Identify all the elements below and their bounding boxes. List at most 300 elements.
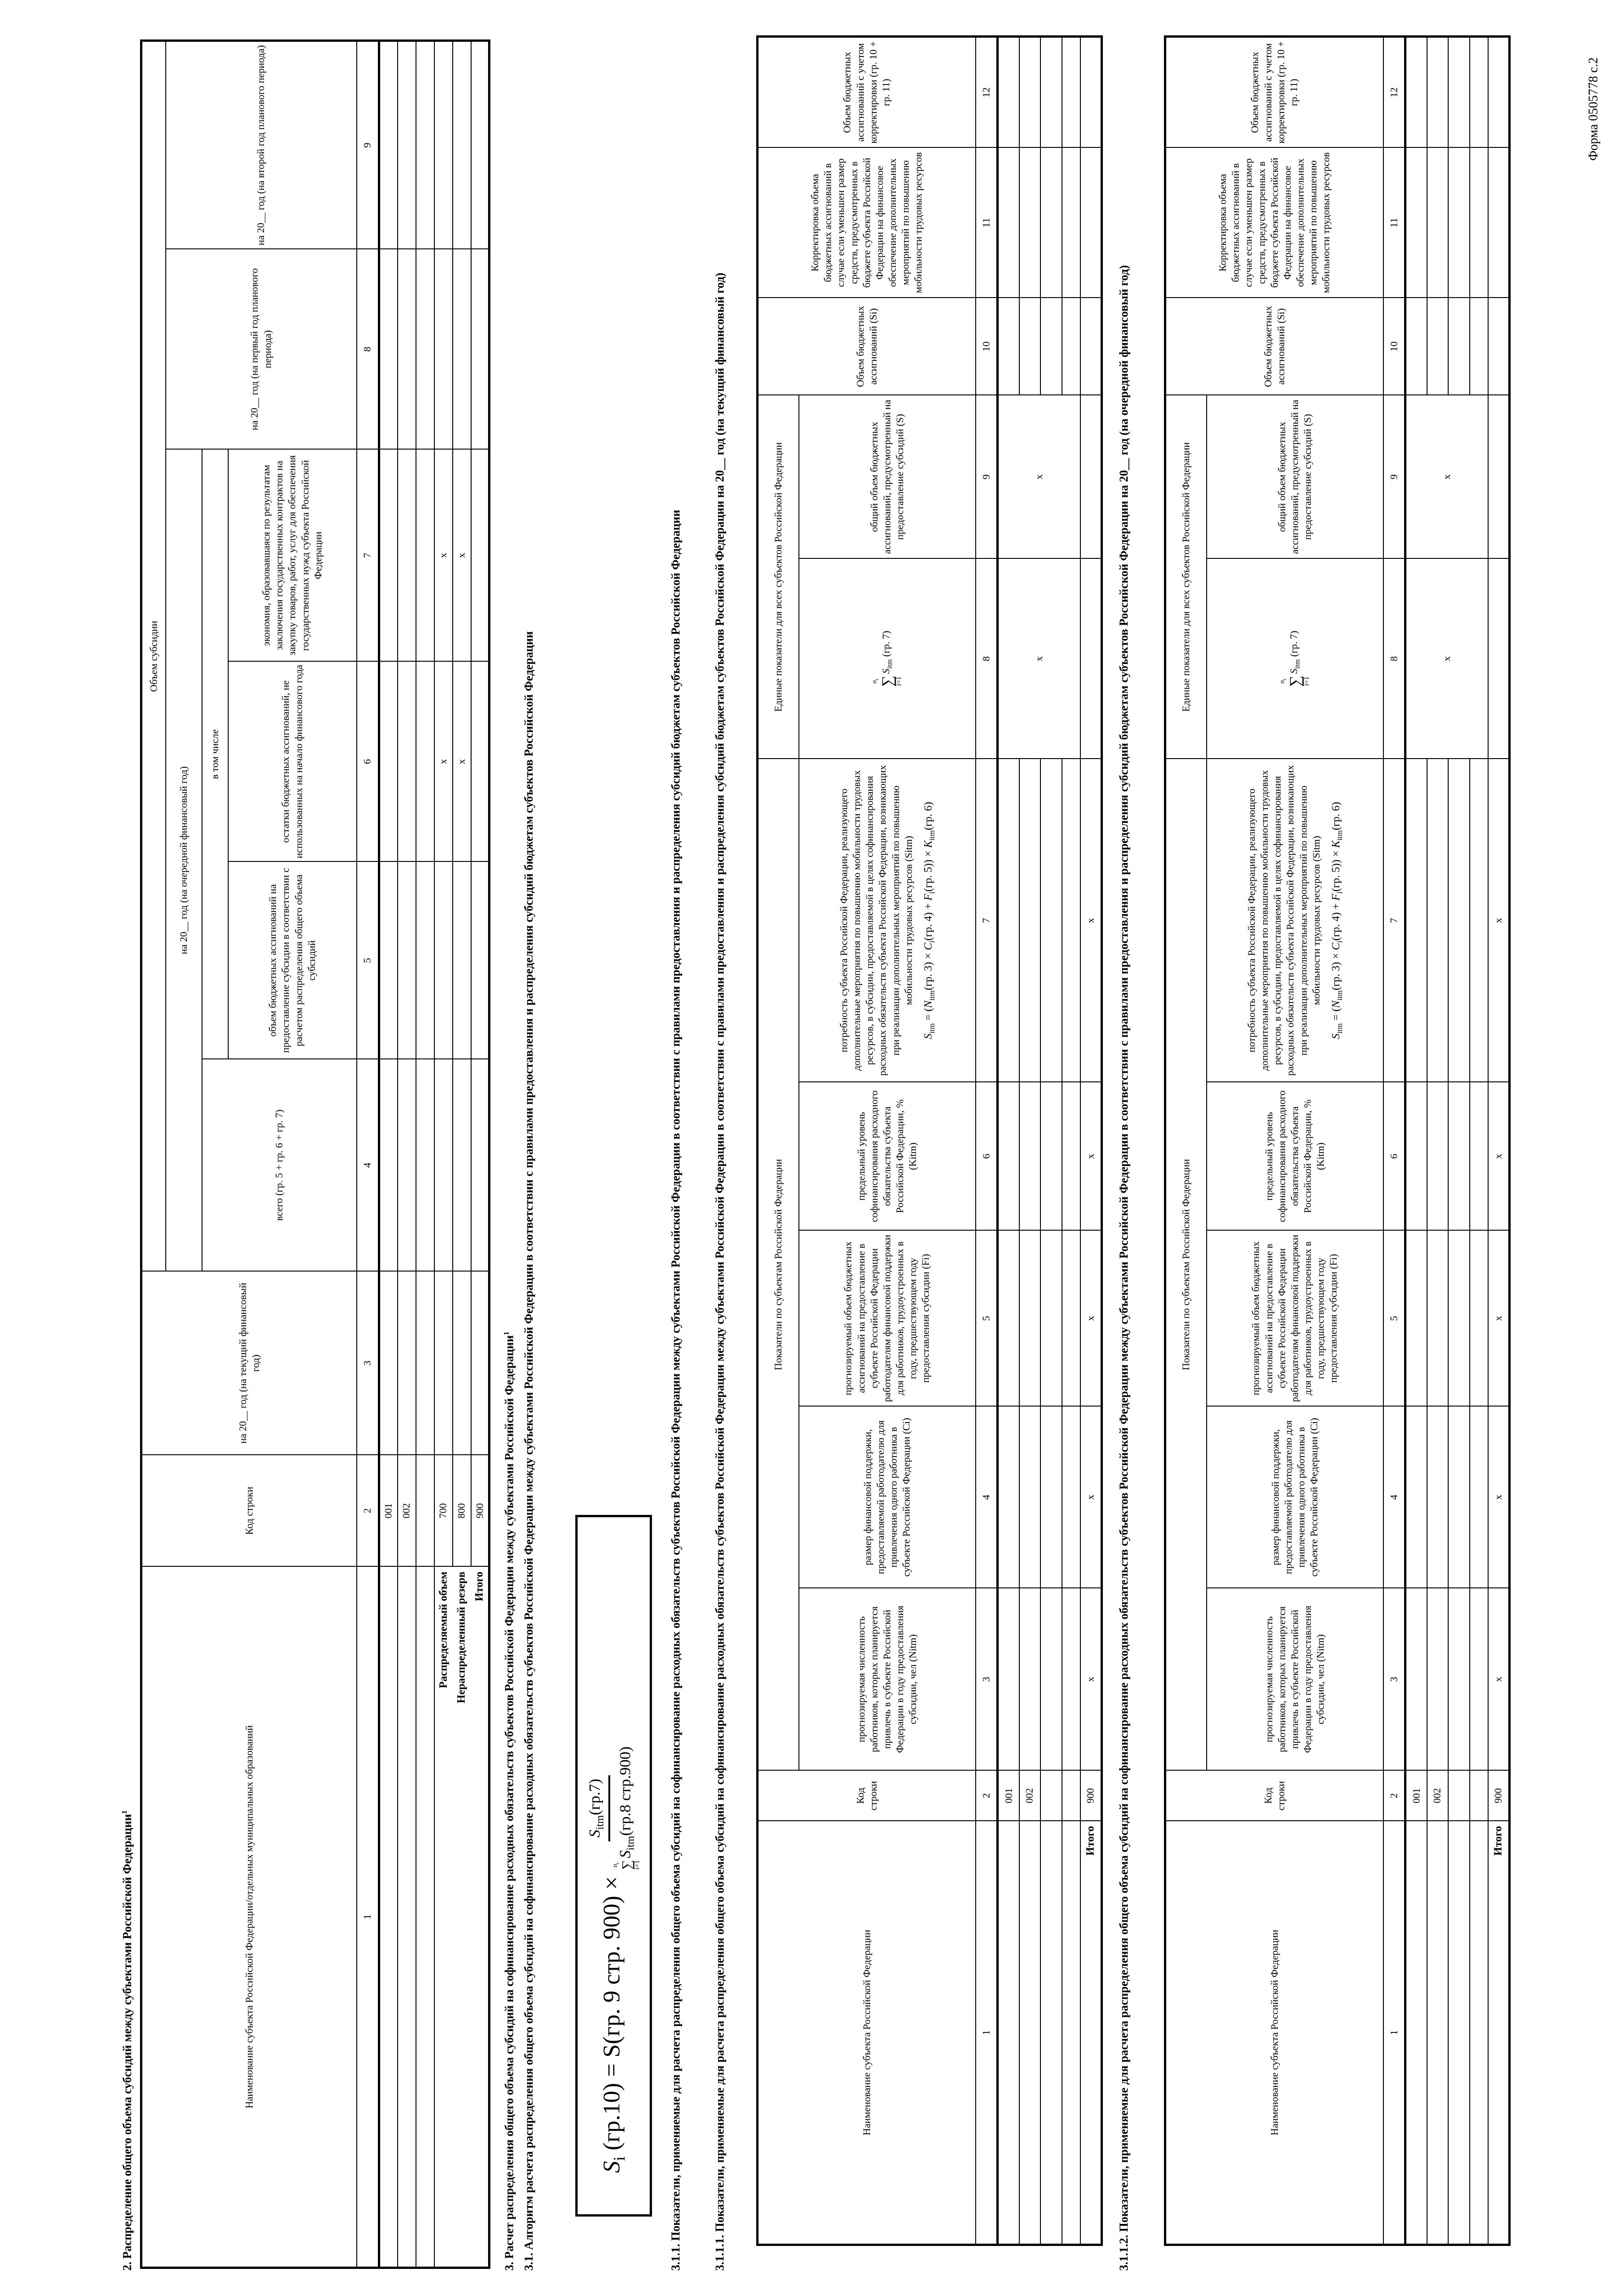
row-code bbox=[1470, 1771, 1488, 1821]
value-cell[interactable] bbox=[1062, 1231, 1080, 1407]
formula-sub: i=1 bbox=[1303, 676, 1310, 686]
value-cell[interactable] bbox=[998, 1588, 1019, 1771]
formula-text: (гр. 6) bbox=[922, 802, 934, 830]
column-number: 5 bbox=[1383, 1231, 1405, 1407]
header-col-5: объем бюджетных ассигнований на предоставление субсидии в соответствии с расчетом распределения общего объема субсидий bbox=[228, 862, 357, 1059]
header-col-10: Объем бюджетных ассигнований (Si) bbox=[758, 298, 976, 395]
value-cell[interactable] bbox=[1470, 1231, 1488, 1407]
value-cell[interactable] bbox=[379, 40, 398, 249]
table-row bbox=[398, 40, 416, 2268]
value-cell[interactable] bbox=[1040, 1588, 1062, 1771]
value-cell[interactable] bbox=[1470, 148, 1488, 298]
column-number: 2 bbox=[976, 1771, 998, 1821]
formula-sub: itm bbox=[1335, 1023, 1344, 1034]
value-cell[interactable] bbox=[471, 249, 489, 450]
value-cell[interactable] bbox=[998, 148, 1019, 298]
header-col-12: Объем бюджетных ассигнований с учетом корректировки (гр. 10 + гр. 11) bbox=[1165, 37, 1383, 148]
value-cell[interactable] bbox=[1470, 298, 1488, 395]
value-cell[interactable] bbox=[1488, 37, 1510, 148]
value-cell[interactable] bbox=[1405, 37, 1427, 148]
value-cell[interactable] bbox=[453, 862, 471, 1059]
row-code: 001 bbox=[379, 1455, 398, 1567]
value-cell[interactable] bbox=[379, 862, 398, 1059]
value-cell[interactable] bbox=[1448, 1082, 1470, 1231]
formula-text: (гр. 3) × bbox=[1330, 950, 1342, 990]
section-3-title bbox=[500, 1332, 517, 2271]
formula-text: (гр.7) bbox=[586, 1778, 603, 1815]
value-cell[interactable] bbox=[1080, 298, 1102, 395]
merged-cell-col-9: x bbox=[1405, 395, 1488, 559]
row-code: 700 bbox=[434, 1455, 453, 1567]
table-row bbox=[471, 40, 489, 2268]
formula-text: (гр. 3) × bbox=[922, 950, 934, 990]
formula-var: n bbox=[1279, 680, 1287, 684]
value-cell[interactable] bbox=[398, 1059, 416, 1272]
value-cell[interactable] bbox=[379, 450, 398, 662]
header-col-5: прогнозируемый объем бюджетных ассигнований на предоставление в субъекте Российской Федерации работодателям финансовой поддержки для работников, трудоустроенных в году, предшествующем году предоставления субсидии (Fi) bbox=[1207, 1231, 1383, 1407]
value-cell[interactable] bbox=[1427, 1231, 1448, 1407]
column-number: 1 bbox=[357, 1567, 379, 2268]
formula-text: (гр. 5)) × bbox=[1330, 848, 1342, 892]
value-cell: x bbox=[1488, 1082, 1510, 1231]
header-code: Код строки bbox=[141, 1455, 357, 1567]
value-cell: x bbox=[1080, 1407, 1102, 1588]
header-volume: Объем субсидии bbox=[141, 40, 166, 1271]
formula-sub: i bbox=[1335, 940, 1344, 943]
row-code: 900 bbox=[1080, 1771, 1102, 1821]
value-cell[interactable] bbox=[453, 40, 471, 249]
formula-var: S bbox=[880, 669, 892, 674]
column-number: 5 bbox=[976, 1231, 998, 1407]
value-cell[interactable] bbox=[434, 1059, 453, 1272]
total-row bbox=[1488, 37, 1510, 2245]
value-cell[interactable] bbox=[398, 450, 416, 662]
value-cell: x bbox=[1080, 1588, 1102, 1771]
merged-cell-col-8: x bbox=[1405, 559, 1488, 759]
value-cell[interactable] bbox=[1427, 1082, 1448, 1231]
total-row bbox=[1080, 37, 1102, 2245]
row-label: Распределяемый объем bbox=[437, 1571, 450, 1688]
value-cell[interactable] bbox=[1062, 148, 1080, 298]
value-cell[interactable] bbox=[416, 1272, 434, 1455]
header-plan-year-2: на 20__ год (на второй год планового периода) bbox=[166, 40, 357, 249]
row-code: 900 bbox=[471, 1455, 489, 1567]
header-current-year: на 20__ год (на текущий финансовый год) bbox=[141, 1272, 357, 1455]
formula-sub: itm bbox=[594, 1815, 606, 1830]
header-col-8 bbox=[799, 559, 976, 759]
table-row bbox=[416, 40, 434, 2268]
value-cell[interactable] bbox=[1470, 759, 1488, 1082]
value-cell[interactable] bbox=[1427, 1407, 1448, 1588]
column-number: 9 bbox=[357, 40, 379, 249]
row-name-cell[interactable] bbox=[398, 1567, 416, 2268]
formula-var: K bbox=[1330, 840, 1342, 848]
sigma-glyph: ∑ bbox=[1287, 675, 1304, 687]
value-cell[interactable] bbox=[1488, 148, 1510, 298]
value-cell[interactable] bbox=[1448, 298, 1470, 395]
value-cell[interactable] bbox=[998, 759, 1019, 1082]
value-cell[interactable] bbox=[998, 1407, 1019, 1588]
formula-sub: itm bbox=[927, 830, 936, 841]
value-cell[interactable] bbox=[1040, 1082, 1062, 1231]
header-col-6: предельный уровень софинансирования расходного обязательства субъекта Российской Федерации, % (Kitm) bbox=[799, 1082, 976, 1231]
formula-var: C bbox=[922, 943, 934, 951]
value-cell[interactable] bbox=[379, 1272, 398, 1455]
formula-sub: itm bbox=[1335, 830, 1344, 841]
formula-sub: i bbox=[610, 2156, 629, 2161]
section-3-1-1-1-title: 3.1.1.1. Показатели, применяемые для расчета распределения общего объема субсидий на софинансирование расходных обязательств субъектов Российской Федерации между субъектами Российской Федерации в соответствии с правилами предоставления и распределения субсидий бюджетам субъектов Российской Федерации на 20__ год (на текущий финансовый год) bbox=[713, 272, 726, 2271]
header-group-common: Единые показатели для всех субъектов Российской Федерации bbox=[758, 395, 799, 759]
value-cell[interactable] bbox=[1488, 298, 1510, 395]
column-number: 8 bbox=[1383, 559, 1405, 759]
row-name-cell[interactable] bbox=[416, 1567, 434, 2268]
value-cell[interactable] bbox=[416, 249, 434, 450]
header-name: Наименование субъекта Российской Федерации/отдельных муниципальных образований bbox=[141, 1567, 357, 2268]
column-number: 10 bbox=[1383, 298, 1405, 395]
value-cell[interactable] bbox=[1080, 37, 1102, 148]
value-cell[interactable] bbox=[1448, 759, 1470, 1082]
merged-cell-col-9: x bbox=[998, 395, 1080, 559]
value-cell: x bbox=[453, 450, 471, 662]
column-number: 4 bbox=[976, 1407, 998, 1588]
row-name-cell[interactable] bbox=[1448, 1821, 1470, 2245]
formula-sub: i bbox=[927, 891, 936, 894]
column-number: 4 bbox=[357, 1059, 379, 1272]
need-formula bbox=[1329, 762, 1344, 1079]
value-cell: x bbox=[1488, 759, 1510, 1082]
value-cell[interactable] bbox=[416, 662, 434, 862]
formula-var: F bbox=[1330, 894, 1342, 901]
formula-sub: i bbox=[615, 1863, 620, 1864]
value-cell[interactable] bbox=[1019, 1082, 1040, 1231]
value-cell[interactable] bbox=[1062, 298, 1080, 395]
value-cell[interactable] bbox=[1062, 1588, 1080, 1771]
value-cell[interactable] bbox=[1405, 759, 1427, 1082]
sum-symbol bbox=[871, 675, 903, 687]
value-cell[interactable] bbox=[1019, 298, 1040, 395]
section-3-1-1-2-title: 3.1.1.2. Показатели, применяемые для расчета распределения общего объема субсидий на софинансирование расходных обязательств субъектов Российской Федерации между субъектами Российской Федерации в соответствии с правилами предоставления и распределения субсидий бюджетам субъектов Российской Федерации на 20__ год (на очередной финансовый год) bbox=[1117, 265, 1130, 2271]
header-code: Код строки bbox=[1165, 1771, 1383, 1821]
value-cell[interactable] bbox=[1405, 1231, 1427, 1407]
header-col-9: общий объем бюджетных ассигнований, предусмотренный на предоставление субсидий (S) bbox=[1207, 395, 1383, 559]
column-number: 5 bbox=[357, 862, 379, 1059]
value-cell[interactable] bbox=[1040, 1407, 1062, 1588]
formula-sub: i bbox=[875, 679, 880, 681]
formula-var: F bbox=[922, 894, 934, 901]
footnote-mark: 1 bbox=[121, 1810, 129, 1814]
column-number: 9 bbox=[1383, 395, 1405, 559]
value-cell[interactable] bbox=[416, 1059, 434, 1272]
header-name: Наименование субъекта Российской Федерации bbox=[758, 1821, 976, 2245]
value-cell[interactable] bbox=[1405, 1407, 1427, 1588]
value-cell[interactable] bbox=[379, 662, 398, 862]
header-col-4: размер финансовой поддержки, предоставляемой работодателю для привлечения одного работника в субъекте Российской Федерации (Ci) bbox=[799, 1407, 976, 1588]
column-number: 8 bbox=[357, 249, 379, 450]
row-label: Итого bbox=[473, 1571, 485, 1601]
value-cell[interactable] bbox=[434, 40, 453, 249]
value-cell[interactable] bbox=[1062, 1407, 1080, 1588]
column-number: 7 bbox=[976, 759, 998, 1082]
value-cell[interactable] bbox=[1040, 1231, 1062, 1407]
value-cell[interactable] bbox=[453, 1272, 471, 1455]
merged-cell-col-8: x bbox=[998, 559, 1080, 759]
formula-var: S bbox=[922, 1033, 934, 1039]
value-cell[interactable] bbox=[1019, 1407, 1040, 1588]
row-code: 001 bbox=[998, 1771, 1019, 1821]
header-including: в том числе bbox=[202, 450, 228, 1059]
formula-sub: i bbox=[927, 940, 936, 943]
header-group-common: Единые показатели для всех субъектов Российской Федерации bbox=[1165, 395, 1207, 759]
value-cell[interactable] bbox=[416, 862, 434, 1059]
column-number: 6 bbox=[357, 662, 379, 862]
header-code: Код строки bbox=[758, 1771, 976, 1821]
value-cell[interactable] bbox=[416, 40, 434, 249]
column-number: 11 bbox=[976, 148, 998, 298]
value-cell[interactable] bbox=[1448, 1588, 1470, 1771]
table3111-indicators-table bbox=[756, 35, 1103, 2246]
value-cell: x bbox=[1080, 1231, 1102, 1407]
formula-text: = ( bbox=[1330, 1007, 1342, 1024]
header-col-3: прогнозируемая численность работников, которых планируется привлечь в субъекте Российской Федерации в году предоставления субсидии, чел (Nitm) bbox=[1207, 1588, 1383, 1771]
formula-sub: itm bbox=[1293, 659, 1302, 669]
value-cell[interactable] bbox=[416, 450, 434, 662]
formula-var: K bbox=[922, 840, 934, 848]
column-number: 12 bbox=[1383, 37, 1405, 148]
value-cell[interactable] bbox=[1019, 1231, 1040, 1407]
table-row bbox=[1405, 37, 1427, 2245]
value-cell[interactable] bbox=[1062, 1082, 1080, 1231]
value-cell: x bbox=[1080, 759, 1102, 1082]
value-cell: x bbox=[1488, 1231, 1510, 1407]
table-row bbox=[1040, 37, 1062, 2245]
header-plan-year-1: на 20__ год (на первый год планового периода) bbox=[166, 249, 357, 450]
column-number: 3 bbox=[1383, 1588, 1405, 1771]
formula-lhs bbox=[598, 1876, 629, 2173]
value-cell[interactable] bbox=[1470, 1082, 1488, 1231]
column-number: 6 bbox=[976, 1082, 998, 1231]
formula-text: (гр. 7) bbox=[880, 630, 892, 659]
row-name-cell[interactable] bbox=[1427, 1821, 1448, 2245]
formula-text: (гр. 7) bbox=[1288, 630, 1300, 659]
formula-var: S bbox=[1330, 1033, 1342, 1039]
value-cell[interactable] bbox=[1470, 37, 1488, 148]
header-col-12: Объем бюджетных ассигнований с учетом корректировки (гр. 10 + гр. 11) bbox=[758, 37, 976, 148]
column-number: 4 bbox=[1383, 1407, 1405, 1588]
value-cell[interactable] bbox=[1405, 148, 1427, 298]
formula-sub: itm bbox=[1335, 990, 1344, 1001]
value-cell[interactable] bbox=[1040, 37, 1062, 148]
formula-var: S bbox=[617, 1850, 634, 1858]
formula-var: n bbox=[611, 1863, 619, 1868]
row-code bbox=[1062, 1771, 1080, 1821]
formula-var: S bbox=[586, 1829, 603, 1838]
value-cell[interactable] bbox=[998, 1082, 1019, 1231]
formula-sub: itm bbox=[624, 1835, 636, 1851]
formula-var: C bbox=[1330, 943, 1342, 951]
header-col-11: Корректировка объема бюджетных ассигнований в случае если уменьшен размер средств, предусмотренных в бюджете субъекта Российской Федерации на финансовое обеспечение дополнительных мероприятий по повышению мобильности трудовых ресурсов bbox=[758, 148, 976, 298]
need-formula bbox=[922, 762, 937, 1079]
value-cell[interactable] bbox=[1040, 148, 1062, 298]
header-col-7: экономия, образовавшаяся по результатам заключения государственных контрактов на закупку товаров, работ, услуг для обеспечения государственных нужд субъекта Российской Федерации bbox=[228, 450, 357, 662]
column-number: 11 bbox=[1383, 148, 1405, 298]
value-cell[interactable] bbox=[998, 1231, 1019, 1407]
value-cell[interactable] bbox=[1448, 1407, 1470, 1588]
row-code: 800 bbox=[453, 1455, 471, 1567]
value-cell: x bbox=[1488, 1588, 1510, 1771]
column-number: 7 bbox=[357, 450, 379, 662]
value-cell[interactable] bbox=[379, 249, 398, 450]
value-cell[interactable] bbox=[1405, 1082, 1427, 1231]
formula-sub: itm bbox=[886, 659, 894, 669]
table3112-indicators-table bbox=[1164, 35, 1511, 2246]
value-cell[interactable] bbox=[398, 1272, 416, 1455]
header-col-7-text: потребность субъекта Российской Федерации, реализующего дополнительные мероприятия по повышению мобильности трудовых ресурсов, в субсидии, предоставляемой в целях софинансирования расходных обязательств субъекта Российской Федерации, возникающих при реализации дополнительных мероприятий по повышению мобильности трудовых ресурсов (Sitm) bbox=[837, 765, 914, 1076]
section-2-title bbox=[118, 1810, 135, 2271]
value-cell[interactable] bbox=[1040, 759, 1062, 1082]
formula-text: (гр. 5)) × bbox=[922, 848, 934, 892]
formula-sub: i bbox=[1335, 891, 1344, 894]
value-cell[interactable] bbox=[434, 249, 453, 450]
formula-text: (гр.10) = S(гр. 9 стр. 900) × bbox=[599, 1876, 625, 2150]
value-cell[interactable] bbox=[1062, 37, 1080, 148]
header-col-7 bbox=[799, 759, 976, 1082]
subsidy-distribution-table bbox=[140, 39, 490, 2269]
value-cell[interactable] bbox=[471, 40, 489, 249]
row-code bbox=[1448, 1771, 1470, 1821]
value-cell[interactable] bbox=[1019, 759, 1040, 1082]
value-cell[interactable] bbox=[453, 1059, 471, 1272]
header-col-9: общий объем бюджетных ассигнований, предусмотренный на предоставление субсидий (S) bbox=[799, 395, 976, 559]
value-cell[interactable] bbox=[1427, 298, 1448, 395]
row-code: 900 bbox=[1488, 1771, 1510, 1821]
value-cell: x bbox=[1080, 1082, 1102, 1231]
value-cell[interactable] bbox=[471, 1272, 489, 1455]
row-label: Итого bbox=[1492, 1826, 1504, 1856]
formula-sub: itm bbox=[927, 1023, 936, 1034]
header-col-4: размер финансовой поддержки, предоставляемой работодателю для привлечения одного работника в субъекте Российской Федерации (Ci) bbox=[1207, 1407, 1383, 1588]
value-cell[interactable] bbox=[1448, 37, 1470, 148]
formula-denominator bbox=[610, 1746, 641, 1870]
value-cell[interactable] bbox=[471, 862, 489, 1059]
table-row bbox=[434, 40, 453, 2268]
formula-var: S bbox=[1288, 669, 1300, 674]
value-cell[interactable] bbox=[1019, 37, 1040, 148]
value-cell[interactable] bbox=[434, 862, 453, 1059]
value-cell[interactable] bbox=[398, 40, 416, 249]
value-cell[interactable] bbox=[1427, 1588, 1448, 1771]
formula-var: S bbox=[599, 2161, 625, 2173]
table-row bbox=[1062, 37, 1080, 2245]
value-cell[interactable] bbox=[998, 37, 1019, 148]
value-cell[interactable] bbox=[398, 662, 416, 862]
value-cell[interactable] bbox=[1488, 559, 1510, 759]
row-name-cell[interactable] bbox=[998, 1821, 1019, 2245]
value-cell[interactable] bbox=[1405, 1588, 1427, 1771]
row-name-cell[interactable] bbox=[1405, 1821, 1427, 2245]
sigma-glyph: ∑ bbox=[619, 1860, 635, 1870]
header-total: всего (гр. 5 + гр. 6 + гр. 7) bbox=[202, 1059, 357, 1272]
value-cell[interactable] bbox=[471, 662, 489, 862]
column-number: 2 bbox=[357, 1455, 379, 1567]
value-cell[interactable] bbox=[398, 862, 416, 1059]
column-number: 12 bbox=[976, 37, 998, 148]
header-col-6: предельный уровень софинансирования расходного обязательства субъекта Российской Федерации, % (Kitm) bbox=[1207, 1082, 1383, 1231]
value-cell[interactable] bbox=[471, 1059, 489, 1272]
column-number: 1 bbox=[1383, 1821, 1405, 2245]
column-number: 10 bbox=[976, 298, 998, 395]
value-cell[interactable] bbox=[1448, 1231, 1470, 1407]
formula-text: = ( bbox=[922, 1007, 934, 1024]
value-cell[interactable] bbox=[1080, 148, 1102, 298]
value-cell[interactable] bbox=[1040, 298, 1062, 395]
header-col-11: Корректировка объема бюджетных ассигнований в случае если уменьшен размер средств, предусмотренных в бюджете субъекта Российской Федерации на финансовое обеспечение дополнительных мероприятий по повышению мобильности трудовых ресурсов bbox=[1165, 148, 1383, 298]
row-name-cell[interactable] bbox=[1040, 1821, 1062, 2245]
row-label: Итого bbox=[1084, 1826, 1096, 1856]
row-code: 002 bbox=[1427, 1771, 1448, 1821]
value-cell[interactable] bbox=[1019, 148, 1040, 298]
value-cell[interactable] bbox=[1470, 1588, 1488, 1771]
header-col-5: прогнозируемый объем бюджетных ассигнований на предоставление в субъекте Российской Федерации работодателям финансовой поддержки для работников, трудоустроенных в году, предшествующем году предоставления субсидии (Fi) bbox=[799, 1231, 976, 1407]
value-cell[interactable] bbox=[1427, 148, 1448, 298]
value-cell[interactable] bbox=[471, 450, 489, 662]
allocation-formula bbox=[575, 1515, 652, 2217]
column-number: 3 bbox=[357, 1272, 379, 1455]
row-name-cell[interactable] bbox=[1019, 1821, 1040, 2245]
row-name-cell[interactable] bbox=[379, 1567, 398, 2268]
value-cell[interactable] bbox=[453, 249, 471, 450]
header-name: Наименование субъекта Российской Федерации bbox=[1165, 1821, 1383, 2245]
header-group-subjects: Показатели по субъектам Российской Федерации bbox=[1165, 759, 1207, 1771]
section-2-title-text: 2. Распределение общего объема субсидий между субъектами Российской Федерации bbox=[120, 1814, 134, 2271]
formula-numerator bbox=[586, 1775, 610, 1841]
value-cell[interactable] bbox=[1080, 395, 1102, 559]
column-number: 8 bbox=[976, 559, 998, 759]
column-number: 1 bbox=[976, 1821, 998, 2245]
formula-sub: i bbox=[1282, 679, 1288, 681]
value-cell[interactable] bbox=[398, 249, 416, 450]
value-cell[interactable] bbox=[998, 298, 1019, 395]
value-cell[interactable] bbox=[1470, 1407, 1488, 1588]
table-row bbox=[1019, 37, 1040, 2245]
sigma-glyph: ∑ bbox=[879, 675, 896, 687]
value-cell[interactable] bbox=[1080, 559, 1102, 759]
value-cell[interactable] bbox=[1488, 395, 1510, 559]
value-cell[interactable] bbox=[1405, 298, 1427, 395]
table-row bbox=[1470, 37, 1488, 2245]
row-code: 002 bbox=[1019, 1771, 1040, 1821]
row-name-cell[interactable] bbox=[1470, 1821, 1488, 2245]
header-col-10: Объем бюджетных ассигнований (Si) bbox=[1165, 298, 1383, 395]
column-number: 9 bbox=[976, 395, 998, 559]
value-cell[interactable] bbox=[1062, 759, 1080, 1082]
formula-var: N bbox=[1330, 1000, 1342, 1008]
value-cell[interactable] bbox=[1019, 1588, 1040, 1771]
sum-symbol bbox=[1279, 675, 1310, 687]
value-cell[interactable] bbox=[434, 1272, 453, 1455]
header-col-6: остатки бюджетных ассигнований, не использованных на начало финансового года bbox=[228, 662, 357, 862]
table-row bbox=[453, 40, 471, 2268]
value-cell[interactable] bbox=[379, 1059, 398, 1272]
header-col-7 bbox=[1207, 759, 1383, 1082]
value-cell[interactable] bbox=[1448, 148, 1470, 298]
header-next-year: на 20__ год (на очередной финансовый год) bbox=[166, 450, 202, 1272]
value-cell[interactable] bbox=[1427, 37, 1448, 148]
value-cell[interactable] bbox=[1427, 759, 1448, 1082]
row-name-cell[interactable] bbox=[1062, 1821, 1080, 2245]
formula-sub: i=1 bbox=[634, 1860, 641, 1870]
column-number: 7 bbox=[1383, 759, 1405, 1082]
formula-var: n bbox=[871, 680, 879, 684]
